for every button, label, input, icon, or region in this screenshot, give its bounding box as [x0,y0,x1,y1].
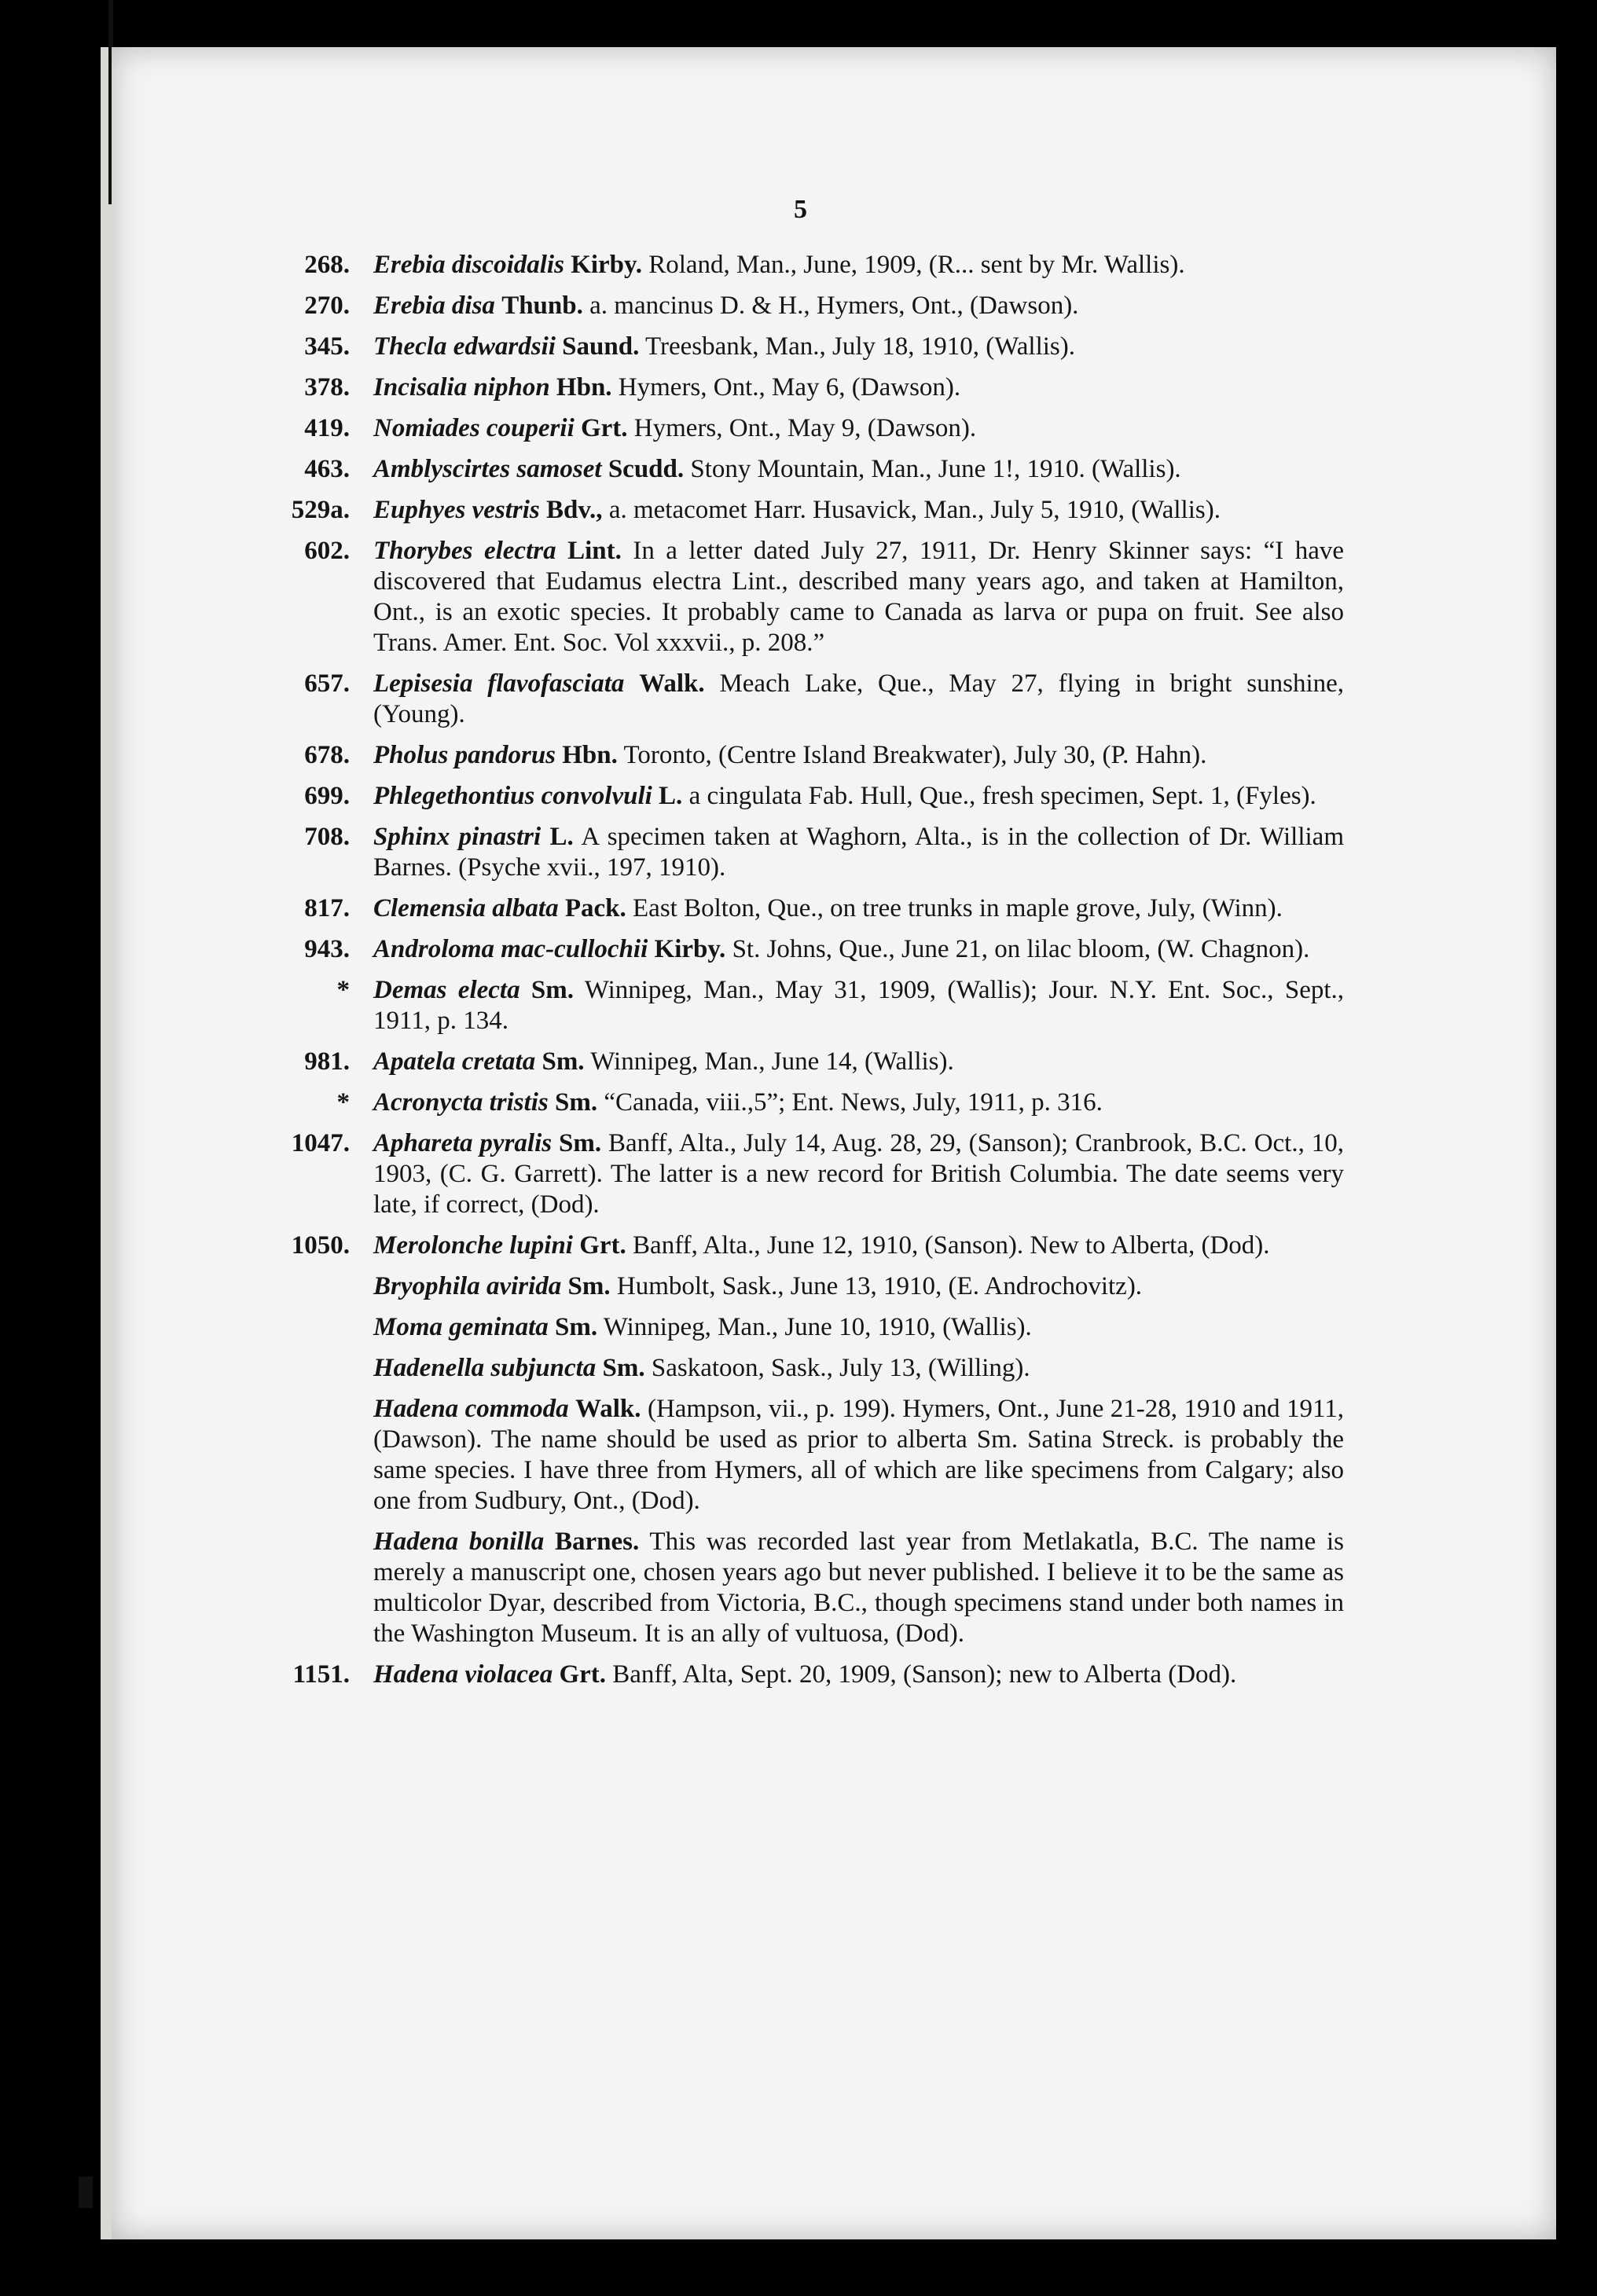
entry-number: * [336,1088,350,1117]
entry-number: 817. [304,894,350,922]
species-author: Hbn. [562,741,618,769]
entry-text: Winnipeg, Man., June 10, 1910, (Wallis). [603,1313,1032,1341]
entry-text: Winnipeg, Man., May 31, 1909, (Wallis); Jour. N.Y. Ent. Soc., Sept., 1911, p. 134. [373,976,1345,1035]
entry-text: (Hampson, vii., p. 199). Hymers, Ont., June 21-28, 1910 and 1911, (Dawson). The name should be used as prior to alberta Sm. Satina Streck. is probably the same species. I have three from Hymers, all of which are like specimens from Calgary; also one from Sudbury, Ont., (Dod). [373,1395,1345,1515]
species-author: Sm. [555,1088,598,1117]
species-entry [287,934,1344,965]
species-author: L. [659,782,683,810]
entry-text: Hymers, Ont., May 6, (Dawson). [618,373,961,402]
entry-number: 657. [304,669,350,698]
species-entry [287,740,1344,771]
entry-text: “Canada, viii.,5”; Ent. News, July, 1911, p. 316. [604,1088,1103,1117]
entry-text: East Bolton, Que., on tree trunks in maple grove, July, (Winn). [633,894,1283,922]
species-name: Acronycta tristis [373,1088,549,1117]
species-name: Incisalia niphon [373,373,550,402]
species-name: Apatela cretata [373,1047,536,1076]
species-name: Nomiades couperii [373,414,575,442]
species-author: Lint. [567,537,622,565]
species-name: Thecla edwardsii [373,332,556,361]
species-entry [287,1353,1344,1384]
species-author: L. [549,823,574,851]
species-name: Euphyes vestris [373,496,540,524]
entry-text: a. metacomet Harr. Husavick, Man., July 5, 1910, (Wallis). [608,496,1221,524]
species-author: Kirby. [571,251,642,279]
species-entry [287,1312,1344,1343]
species-author: Sm. [602,1354,645,1382]
species-entry [287,822,1344,883]
entry-text: Toronto, (Centre Island Breakwater), July 30, (P. Hahn). [623,741,1207,769]
species-author: Sm. [530,976,575,1004]
entry-number: 345. [304,332,350,361]
entry-number: 529a. [291,496,350,524]
species-author: Kirby. [654,935,726,963]
species-name: Amblyscirtes samoset [373,455,602,483]
species-entry [287,1527,1344,1649]
entry-number: 678. [304,741,350,769]
species-list [287,250,1344,1700]
entry-text: Saskatoon, Sask., July 13, (Willing). [651,1354,1030,1382]
species-author: Sm. [555,1313,598,1341]
species-entry [287,413,1344,444]
species-author: Walk. [575,1395,641,1423]
species-name: Erebia disa [373,292,495,320]
entry-text: Roland, Man., June, 1909, (R... sent by Mr. Wallis). [648,251,1185,279]
species-author: Saund. [562,332,640,361]
species-entry [287,250,1344,281]
entry-text: a cingulata Fab. Hull, Que., fresh specimen, Sept. 1, (Fyles). [688,782,1316,810]
entry-number: 943. [304,935,350,963]
species-author: Barnes. [555,1528,640,1556]
entry-number: 1151. [292,1660,350,1689]
entry-number: 699. [304,782,350,810]
species-name: Lepisesia flavofasciata [373,669,625,698]
entry-text: Banff, Alta., June 12, 1910, (Sanson). New to Alberta, (Dod). [633,1231,1270,1260]
species-name: Pholus pandorus [373,741,556,769]
entry-text: This was recorded last year from Metlakatla, B.C. The name is merely a manuscript one, chosen years ago but never published. I believe it to be the same as multicolor Dyar, described from Victoria, B.C., though specimens stand under both names in the Washington Museum. It is an ally of vultuosa, (Dod). [373,1528,1344,1648]
species-author: Thunb. [501,292,583,320]
species-entry [287,536,1344,658]
entry-text: Treesbank, Man., July 18, 1910, (Wallis). [644,332,1075,361]
species-author: Grt. [580,414,628,442]
entry-number: 1050. [291,1231,350,1260]
entry-number: 708. [304,823,350,851]
entry-number: 378. [304,373,350,402]
species-entry [287,1047,1344,1077]
species-author: Sm. [559,1129,602,1157]
species-entry [287,454,1344,485]
entry-text: A specimen taken at Waghorn, Alta., is in the collection of Dr. William Barnes. (Psyche xvii., 197, 1910). [373,823,1344,882]
species-name: Moma geminata [373,1313,549,1341]
species-entry [287,495,1344,526]
binding-mark-bottom [79,2177,93,2208]
species-name: Hadena bonilla [373,1528,545,1556]
species-author: Walk. [639,669,705,698]
species-entry [287,781,1344,812]
entry-text: Humbolt, Sask., June 13, 1910, (E. Androchovitz). [616,1272,1143,1300]
entry-number: 602. [304,537,350,565]
species-entry [287,1271,1344,1302]
species-author: Hbn. [556,373,612,402]
entry-number: * [336,976,350,1004]
species-entry [287,332,1344,362]
species-entry [287,1087,1344,1118]
entry-number: 270. [304,292,350,320]
species-entry [287,372,1344,403]
species-entry [287,893,1344,924]
entry-text: In a letter dated July 27, 1911, Dr. Henry Skinner says: “I have discovered that Eudamus electra Lint., described many years ago, and taken at Hamilton, Ont., is an exotic species. It probably came to Canada as larva or pupa on fruit. See also Trans. Amer. Ent. Soc. Vol xxxvii., p. 208.” [373,537,1345,657]
species-author: Grt. [579,1231,626,1260]
species-entry [287,1660,1344,1690]
entry-text: Winnipeg, Man., June 14, (Wallis). [590,1047,954,1076]
species-name: Hadenella subjuncta [373,1354,597,1382]
species-author: Sm. [567,1272,611,1300]
species-author: Sm. [542,1047,585,1076]
species-name: Erebia discoidalis [373,251,564,279]
species-entry [287,975,1344,1036]
species-name: Thorybes electra [373,537,556,565]
page-number: 5 [794,195,807,224]
species-entry [287,1128,1344,1220]
species-name: Sphinx pinastri [373,823,542,851]
species-name: Hadena violacea [373,1660,553,1689]
entry-number: 463. [304,455,350,483]
species-entry [287,1231,1344,1261]
entry-number: 419. [304,414,350,442]
entry-number: 981. [304,1047,350,1076]
entry-text: St. Johns, Que., June 21, on lilac bloom, (W. Chagnon). [732,935,1310,963]
entry-number: 268. [304,251,350,279]
species-author: Pack. [564,894,626,922]
species-entry [287,1394,1344,1517]
species-name: Demas electa [373,976,520,1004]
species-author: Grt. [559,1660,607,1689]
entry-number: 1047. [291,1129,350,1157]
species-name: Phlegethontius convolvuli [373,782,652,810]
entry-text: Banff, Alta, Sept. 20, 1909, (Sanson); new to Alberta (Dod). [612,1660,1237,1689]
species-name: Bryophila avirida [373,1272,562,1300]
entry-text: a. mancinus D. & H., Hymers, Ont., (Dawson). [589,292,1079,320]
species-name: Merolonche lupini [373,1231,573,1260]
species-name: Hadena commoda [373,1395,569,1423]
species-name: Androloma mac-cullochii [373,935,648,963]
entry-text: Meach Lake, Que., May 27, flying in bright sunshine, (Young). [373,669,1345,728]
entry-text: Banff, Alta., July 14, Aug. 28, 29, (Sanson); Cranbrook, B.C. Oct., 10, 1903, (C. G. Garrett). The latter is a new record for British Columbia. The date seems very late, if correct, (Dod). [373,1129,1344,1219]
species-name: Aphareta pyralis [373,1129,553,1157]
species-entry [287,291,1344,321]
species-entry [287,669,1344,730]
entry-text: Stony Mountain, Man., June 1!, 1910. (Wallis). [690,455,1181,483]
entry-text: Hymers, Ont., May 9, (Dawson). [633,414,977,442]
species-author: Bdv., [546,496,603,524]
species-name: Clemensia albata [373,894,559,922]
species-author: Scudd. [608,455,685,483]
